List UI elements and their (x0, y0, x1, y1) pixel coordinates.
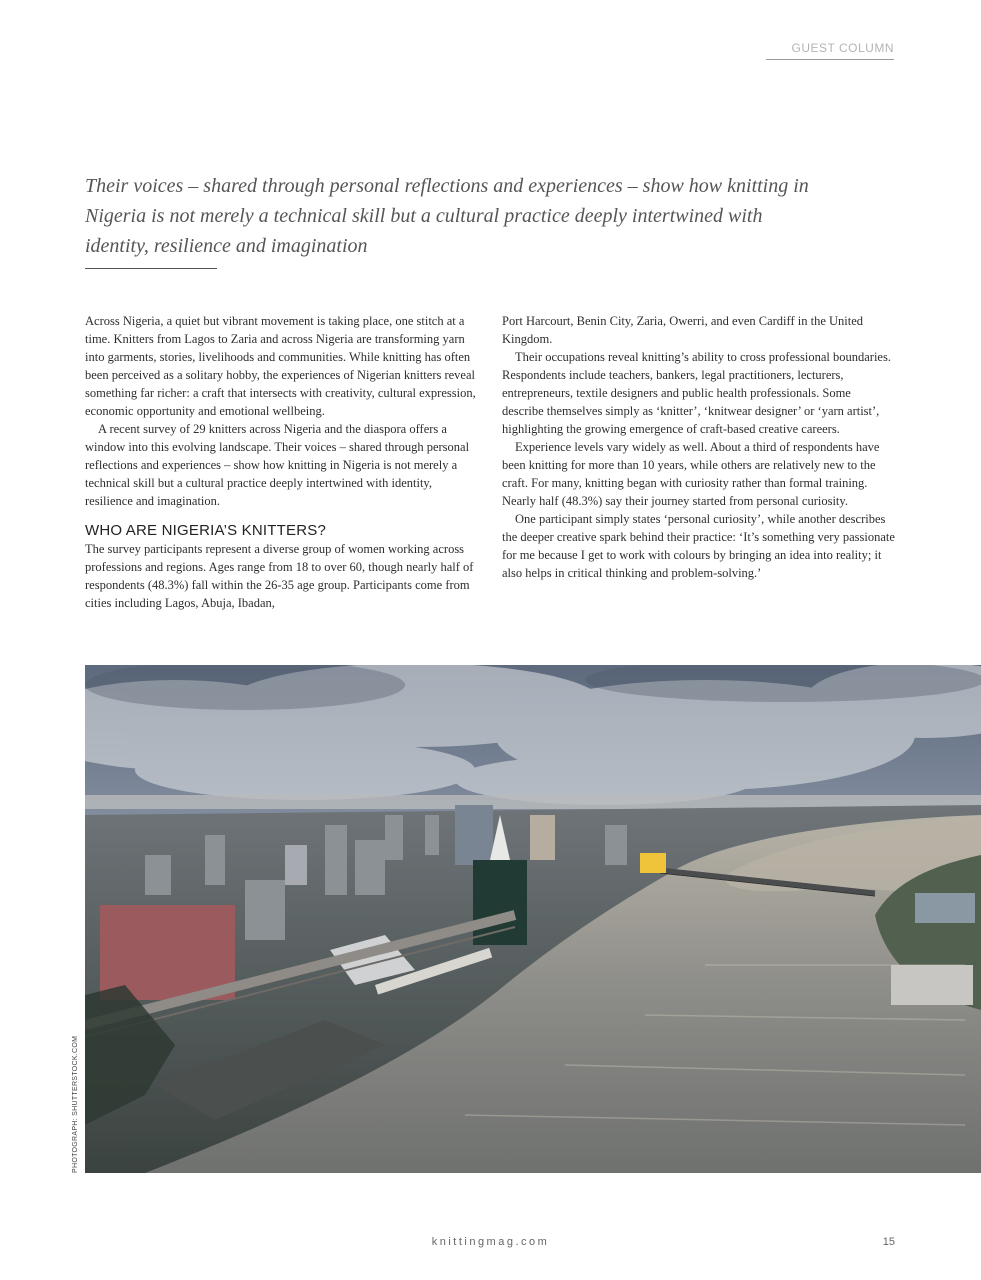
photo-credit: PHOTOGRAPH: SHUTTERSTOCK.COM (72, 1035, 79, 1173)
body-paragraph: Their occupations reveal knitting’s ability to cross professional boundaries. Respondents include teachers, bankers, legal practitioners, lecturers, entrepreneurs, textile designers and public health professionals. Some describe themselves simply as ‘knitter’, ‘knitwear designer’ or ‘yarn artist’, highlighting the growing emergence of craft-based creative careers. (502, 350, 891, 436)
section-label: GUEST COLUMN (766, 41, 894, 60)
article-left-column (85, 312, 478, 612)
body-paragraph: One participant simply states ‘personal curiosity’, while another describes the deeper creative spark behind their practice: ‘It’s something very passionate for me because I get to work with colours by bringing an idea into reality; it also helps in critical thinking and problem-solving.’ (502, 512, 895, 580)
section-subheading: WHO ARE NIGERIA’S KNITTERS? (85, 522, 326, 539)
article-right-column (502, 312, 895, 582)
body-paragraph: A recent survey of 29 knitters across Nigeria and the diaspora offers a window into this evolving landscape. Their voices – shared through personal reflections and experiences – show how knitting in Nigeria is not merely a technical skill but a cultural practice deeply intertwined with identity, resilience and imagination. (85, 422, 470, 508)
body-paragraph: Across Nigeria, a quiet but vibrant movement is taking place, one stitch at a time. Knitters from Lagos to Zaria and across Nigeria are transforming yarn into garments, stories, livelihoods and communities. While knitting has often been perceived as a solitary hobby, the experiences of Nigerian knitters reveal something far richer: a craft that intersects with creativity, cultural expression, economic opportunity and emotional wellbeing. (85, 314, 476, 418)
lagos-aerial-photo (85, 665, 981, 1173)
body-paragraph: Experience levels vary widely as well. About a third of respondents have been knitting for more than 10 years, while others are relatively new to the craft. For many, knitting began with curiosity rather than formal training. Nearly half (48.3%) say their journey started from personal curiosity. (502, 440, 880, 508)
body-paragraph: The survey participants represent a diverse group of women working across professions and regions. Ages range from 18 to over 60, though nearly half of respondents (48.3%) fall within the 26-35 age group. Participants come from cities including Lagos, Abuja, Ibadan, (85, 542, 474, 610)
pull-quote: Their voices – shared through personal reflections and experiences – show how knitting in Nigeria is not merely a technical skill but a cultural practice deeply intertwined with identity, resilience and imagination (85, 175, 809, 257)
pull-quote-rule (85, 268, 217, 269)
footer-website: knittingmag.com (431, 1236, 550, 1248)
page-number: 15 (882, 1236, 895, 1248)
body-paragraph: Port Harcourt, Benin City, Zaria, Owerri, and even Cardiff in the United Kingdom. (502, 314, 864, 346)
